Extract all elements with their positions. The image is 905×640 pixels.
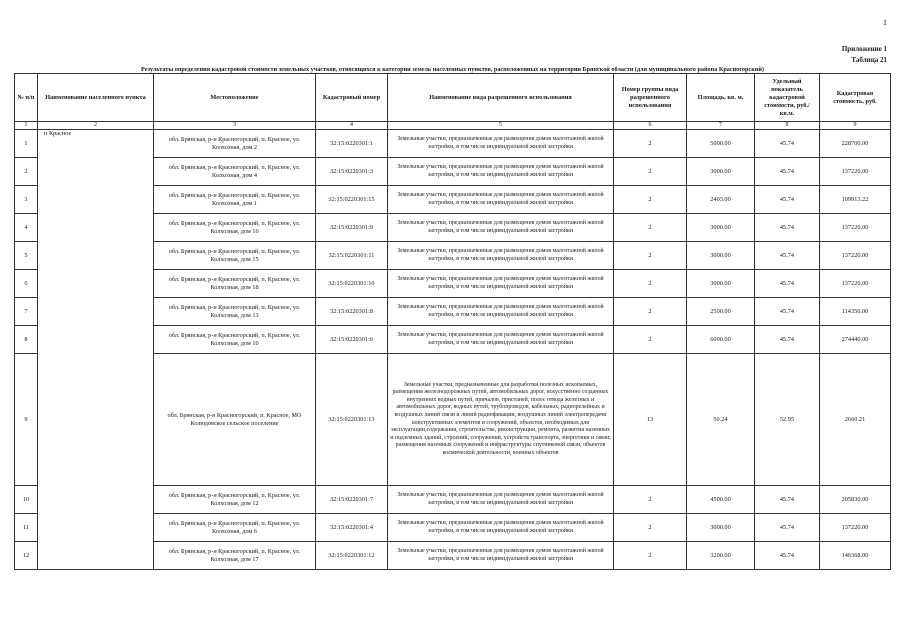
cadastral-number-cell: 32:15:0220301:1: [316, 130, 388, 158]
cadastral-number-cell: 32:15:0220301:11: [316, 242, 388, 270]
area-cell: 3200.00: [687, 542, 755, 570]
row-number-cell: 6: [15, 270, 38, 298]
cadastral-cost-cell: 228700.00: [820, 130, 891, 158]
header-cell: Удельный показатель кадастровой стоимости, руб./кв.м.: [755, 74, 820, 122]
cadastral-number-cell: 32:15:0220301:7: [316, 486, 388, 514]
use-group-cell: 2: [614, 486, 687, 514]
location-cell: обл. Брянская, р-н Красногорский, п. Красное, МО Колюдовское сельское поселение: [154, 354, 316, 486]
permitted-use-cell: Земельные участки, предназначенные для размещения домов малоэтажной жилой застройки, в том числе индивидуальной жилой застройки: [388, 514, 614, 542]
column-number: 3: [154, 122, 316, 130]
permitted-use-cell: Земельные участки, предназначенные для размещения домов малоэтажной жилой застройки, в том числе индивидуальной жилой застройки: [388, 186, 614, 214]
row-number-cell: 9: [15, 354, 38, 486]
cadastral-cost-cell: 114350.00: [820, 298, 891, 326]
area-cell: 3000.00: [687, 158, 755, 186]
cadastral-number-cell: 32:15:0220301:13: [316, 354, 388, 486]
area-cell: 2500.00: [687, 298, 755, 326]
area-cell: 5000.00: [687, 130, 755, 158]
use-group-cell: 2: [614, 326, 687, 354]
cadastral-number-cell: 32:15:0220301:3: [316, 158, 388, 186]
area-cell: 3000.00: [687, 242, 755, 270]
header-cell: № п/п: [15, 74, 38, 122]
use-group-cell: 2: [614, 242, 687, 270]
row-number-cell: 7: [15, 298, 38, 326]
area-cell: 2403.00: [687, 186, 755, 214]
cadastral-number-cell: 32:15:0220301:12: [316, 542, 388, 570]
header-cell: Кадастровый номер: [316, 74, 388, 122]
row-number-cell: 10: [15, 486, 38, 514]
permitted-use-cell: Земельные участки, предназначенные для размещения домов малоэтажной жилой застройки, в том числе индивидуальной жилой застройки: [388, 298, 614, 326]
specific-value-cell: 52.95: [755, 354, 820, 486]
row-number-cell: 4: [15, 214, 38, 242]
appendix-label: Приложение 1: [841, 45, 887, 53]
cadastral-number-cell: 32:15:0220301:6: [316, 326, 388, 354]
permitted-use-cell: Земельные участки, предназначенные для размещения домов малоэтажной жилой застройки, в том числе индивидуальной жилой застройки: [388, 486, 614, 514]
permitted-use-cell: Земельные участки, предназначенные для размещения домов малоэтажной жилой застройки, в том числе индивидуальной жилой застройки: [388, 326, 614, 354]
cadastral-number-cell: 32:15:0220301:4: [316, 514, 388, 542]
specific-value-cell: 45.74: [755, 158, 820, 186]
column-number: 9: [820, 122, 891, 130]
use-group-cell: 2: [614, 542, 687, 570]
row-number-cell: 8: [15, 326, 38, 354]
column-number: 1: [15, 122, 38, 130]
cadastral-cost-cell: 146368.00: [820, 542, 891, 570]
column-number: 2: [38, 122, 154, 130]
use-group-cell: 2: [614, 158, 687, 186]
cadastral-number-cell: 32:15:0220301:8: [316, 298, 388, 326]
permitted-use-cell: Земельные участки, предназначенные для размещения домов малоэтажной жилой застройки, в том числе индивидуальной жилой застройки: [388, 214, 614, 242]
specific-value-cell: 45.74: [755, 298, 820, 326]
row-number-cell: 1: [15, 130, 38, 158]
column-number: 7: [687, 122, 755, 130]
cadastral-table: [14, 73, 891, 570]
header-row: [15, 74, 891, 122]
location-cell: обл. Брянская, р-н Красногорский, п. Красное, ул. Колхозная, дом 15: [154, 242, 316, 270]
specific-value-cell: 45.74: [755, 486, 820, 514]
cadastral-cost-cell: 137220.00: [820, 242, 891, 270]
table-row: [15, 130, 891, 158]
location-cell: обл. Брянская, р-н Красногорский, п. Красное, ул. Колхозная, дом 1: [154, 186, 316, 214]
location-cell: обл. Брянская, р-н Красногорский, п. Красное, ул. Колхозная, дом 10: [154, 326, 316, 354]
location-cell: обл. Брянская, р-н Красногорский, п. Красное, ул. Колхозная, дом 12: [154, 486, 316, 514]
cadastral-cost-cell: 109913.22: [820, 186, 891, 214]
location-cell: обл. Брянская, р-н Красногорский, п. Красное, ул. Колхозная, дом 4: [154, 158, 316, 186]
row-number-cell: 3: [15, 186, 38, 214]
column-number: 4: [316, 122, 388, 130]
row-number-cell: 11: [15, 514, 38, 542]
row-number-cell: 12: [15, 542, 38, 570]
permitted-use-cell: Земельные участки, предназначенные для разработки полезных ископаемых, размещения железнодорожных путей, автомобильных дорог, искусственно созданных внутренних водных путей, причалов, пристаней, полос отвода железных и автомобильных дорог, водных путей, трубопроводов, кабельных, радиорелейных и воздушных линий связи и линий радиофикации, воздушных линий электропередачи конструктивных элементов и сооружений, объектов, необходимых для эксплуатации,содержания, строительства, реконструкции, ремонта, развития наземных и подземных зданий, строений, сооружений, устройств транспорта, энергетики и связи; размещения наземных сооружений и инфраструктуры спутниковой связи, объектов космической деятельности, военных объектов: [388, 354, 614, 486]
permitted-use-cell: Земельные участки, предназначенные для размещения домов малоэтажной жилой застройки, в том числе индивидуальной жилой застройки: [388, 242, 614, 270]
use-group-cell: 2: [614, 298, 687, 326]
cadastral-cost-cell: 137220.00: [820, 270, 891, 298]
settlement-cell: п Красное: [38, 130, 154, 570]
use-group-cell: 2: [614, 270, 687, 298]
page-number: 1: [883, 18, 887, 27]
location-cell: обл. Брянская, р-н Красногорский, п. Красное, ул. Колхозная, дом 13: [154, 298, 316, 326]
area-cell: 3000.00: [687, 514, 755, 542]
cadastral-cost-cell: 2660.21: [820, 354, 891, 486]
specific-value-cell: 45.74: [755, 270, 820, 298]
area-cell: 6000.00: [687, 326, 755, 354]
location-cell: обл. Брянская, р-н Красногорский, п. Красное, ул. Колхозная, дом 2: [154, 130, 316, 158]
column-number: 6: [614, 122, 687, 130]
cadastral-cost-cell: 137220.00: [820, 158, 891, 186]
location-cell: обл. Брянская, р-н Красногорский, п. Красное, ул. Колхозная, дом 16: [154, 214, 316, 242]
header-cell: Площадь, кв. м.: [687, 74, 755, 122]
cadastral-cost-cell: 137220.00: [820, 514, 891, 542]
permitted-use-cell: Земельные участки, предназначенные для размещения домов малоэтажной жилой застройки, в том числе индивидуальной жилой застройки: [388, 158, 614, 186]
specific-value-cell: 45.74: [755, 514, 820, 542]
cadastral-cost-cell: 137220.00: [820, 214, 891, 242]
use-group-cell: 2: [614, 214, 687, 242]
cadastral-number-cell: 32:15:0220301:9: [316, 214, 388, 242]
specific-value-cell: 45.74: [755, 130, 820, 158]
cadastral-number-cell: 32:15:0220301:10: [316, 270, 388, 298]
specific-value-cell: 45.74: [755, 542, 820, 570]
specific-value-cell: 45.74: [755, 186, 820, 214]
header-cell: Номер группы вида разрешенного использования: [614, 74, 687, 122]
use-group-cell: 2: [614, 186, 687, 214]
location-cell: обл. Брянская, р-н Красногорский, п. Красное, ул. Колхозная, дом 18: [154, 270, 316, 298]
header-cell: Наименование вида разрешенного использования: [388, 74, 614, 122]
table-body: [15, 130, 891, 570]
column-number-row: [15, 122, 891, 130]
table-label: Таблица 21: [851, 56, 887, 64]
document-title: Результаты определения кадастровой стоимости земельных участков, относящихся к категории земель населенных пунктов, расположенных на территории Брянской области (для муниципального района Красногорский): [141, 66, 764, 73]
use-group-cell: 2: [614, 514, 687, 542]
permitted-use-cell: Земельные участки, предназначенные для размещения домов малоэтажной жилой застройки, в том числе индивидуальной жилой застройки: [388, 130, 614, 158]
permitted-use-cell: Земельные участки, предназначенные для размещения домов малоэтажной жилой застройки, в том числе индивидуальной жилой застройки: [388, 270, 614, 298]
permitted-use-cell: Земельные участки, предназначенные для размещения домов малоэтажной жилой застройки, в том числе индивидуальной жилой застройки: [388, 542, 614, 570]
use-group-cell: 13: [614, 354, 687, 486]
specific-value-cell: 45.74: [755, 242, 820, 270]
location-cell: обл. Брянская, р-н Красногорский, п. Красное, ул. Колхозная, дом 6: [154, 514, 316, 542]
header-cell: Местоположение: [154, 74, 316, 122]
column-number: 5: [388, 122, 614, 130]
header-cell: Кадастровая стоимость, руб.: [820, 74, 891, 122]
specific-value-cell: 45.74: [755, 326, 820, 354]
area-cell: 50.24: [687, 354, 755, 486]
row-number-cell: 2: [15, 158, 38, 186]
cadastral-number-cell: 32:15:0220301:15: [316, 186, 388, 214]
area-cell: 3000.00: [687, 214, 755, 242]
cadastral-cost-cell: 205830.00: [820, 486, 891, 514]
location-cell: обл. Брянская, р-н Красногорский, п. Красное, ул. Колхозная, дом 17: [154, 542, 316, 570]
specific-value-cell: 45.74: [755, 214, 820, 242]
appendix-header: [842, 44, 887, 66]
column-number: 8: [755, 122, 820, 130]
area-cell: 4500.00: [687, 486, 755, 514]
cadastral-cost-cell: 274440.00: [820, 326, 891, 354]
use-group-cell: 2: [614, 130, 687, 158]
header-cell: Наименование населенного пункта: [38, 74, 154, 122]
row-number-cell: 5: [15, 242, 38, 270]
area-cell: 3000.00: [687, 270, 755, 298]
